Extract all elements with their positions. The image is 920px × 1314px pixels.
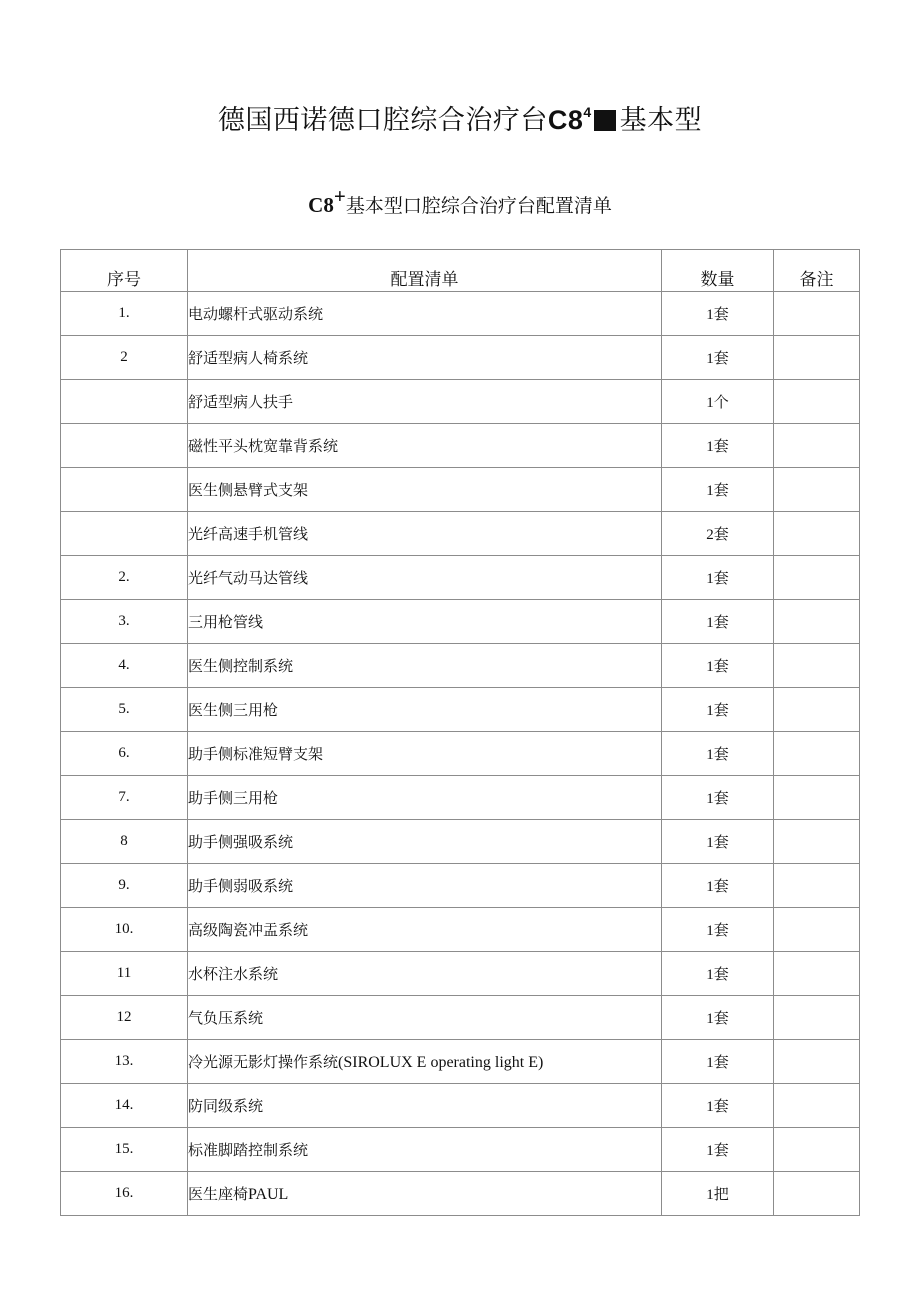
row-item-text: 磁性平头枕宽靠背系统 <box>188 437 339 455</box>
row-item-text: 电动螺杆式驱动系统 <box>188 305 324 323</box>
row-quantity-unit: 套 <box>713 613 729 631</box>
row-number: 11 <box>61 952 188 996</box>
row-quantity-unit: 套 <box>713 569 729 587</box>
row-item <box>188 776 662 820</box>
subtitle-model: C8 <box>308 193 334 217</box>
row-remark <box>774 424 860 468</box>
header-qty: 数量 <box>662 250 774 292</box>
row-quantity-number: 1 <box>706 703 714 719</box>
row-quantity-number: 1 <box>706 1187 714 1203</box>
row-number: 9. <box>61 864 188 908</box>
row-quantity-unit: 套 <box>713 657 729 675</box>
row-number: 3. <box>61 600 188 644</box>
row-item <box>188 732 662 776</box>
row-quantity <box>662 600 774 644</box>
row-remark <box>774 336 860 380</box>
row-item-text: 冷光源无影灯操作系统 <box>188 1053 339 1071</box>
row-quantity-unit: 套 <box>713 965 729 983</box>
row-remark <box>774 688 860 732</box>
table-row <box>61 424 860 468</box>
row-quantity-number: 1 <box>706 1143 714 1159</box>
row-quantity-unit: 套 <box>713 921 729 939</box>
row-item <box>188 996 662 1040</box>
row-quantity-unit: 把 <box>713 1185 729 1203</box>
row-quantity-unit: 套 <box>713 701 729 719</box>
row-quantity <box>662 512 774 556</box>
table-header-row <box>61 250 860 292</box>
row-remark <box>774 1128 860 1172</box>
subtitle-model-sup: + <box>333 184 346 208</box>
row-item-text: 助手侧三用枪 <box>188 789 279 807</box>
row-number: 14. <box>61 1084 188 1128</box>
title-model-sup: 4 <box>583 104 592 120</box>
row-quantity-unit: 套 <box>713 833 729 851</box>
row-item-text: 三用枪管线 <box>188 613 264 631</box>
header-no: 序号 <box>61 250 188 292</box>
row-quantity <box>662 952 774 996</box>
row-quantity-unit: 套 <box>713 1097 729 1115</box>
row-quantity <box>662 820 774 864</box>
row-quantity <box>662 1084 774 1128</box>
row-quantity <box>662 380 774 424</box>
row-item <box>188 336 662 380</box>
table-row <box>61 776 860 820</box>
row-quantity-number: 1 <box>706 1099 714 1115</box>
table-row <box>61 820 860 864</box>
row-quantity-number: 1 <box>706 483 714 499</box>
row-remark <box>774 556 860 600</box>
table-row <box>61 556 860 600</box>
document-title <box>0 98 920 137</box>
row-quantity-unit: 套 <box>713 305 729 323</box>
row-item <box>188 292 662 336</box>
row-quantity-unit: 套 <box>713 349 729 367</box>
table-body <box>61 292 860 1216</box>
row-quantity-unit: 套 <box>713 877 729 895</box>
row-quantity-unit: 套 <box>713 525 729 543</box>
table-row <box>61 1040 860 1084</box>
row-quantity-unit: 套 <box>713 481 729 499</box>
row-item-latin: (SIROLUX E operating light E) <box>338 1054 544 1071</box>
row-quantity-unit: 套 <box>713 1009 729 1027</box>
row-quantity-number: 1 <box>706 1055 714 1071</box>
row-number <box>61 468 188 512</box>
row-number: 2 <box>61 336 188 380</box>
row-quantity-number: 1 <box>706 967 714 983</box>
row-item-text: 防同级系统 <box>188 1097 264 1115</box>
row-quantity <box>662 556 774 600</box>
row-item <box>188 600 662 644</box>
table-row <box>61 1084 860 1128</box>
row-number: 16. <box>61 1172 188 1216</box>
row-quantity <box>662 1172 774 1216</box>
row-item-text: 助手侧标准短臂支架 <box>188 745 324 763</box>
row-quantity <box>662 424 774 468</box>
row-item-text: 气负压系统 <box>188 1009 264 1027</box>
row-item <box>188 1040 662 1084</box>
row-remark <box>774 644 860 688</box>
row-quantity-number: 1 <box>706 791 714 807</box>
row-quantity-number: 1 <box>706 615 714 631</box>
row-item-text: 医生侧悬臂式支架 <box>188 481 309 499</box>
row-remark <box>774 512 860 556</box>
row-number: 5. <box>61 688 188 732</box>
table-row <box>61 336 860 380</box>
row-remark <box>774 1172 860 1216</box>
table-row <box>61 468 860 512</box>
row-item-text: 光纤气动马达管线 <box>188 569 309 587</box>
row-quantity <box>662 1128 774 1172</box>
row-remark <box>774 1084 860 1128</box>
row-item <box>188 688 662 732</box>
row-quantity-number: 1 <box>706 1011 714 1027</box>
table-row <box>61 512 860 556</box>
row-remark <box>774 996 860 1040</box>
table-row <box>61 1172 860 1216</box>
black-square-glyph <box>594 110 616 131</box>
row-number: 8 <box>61 820 188 864</box>
row-item <box>188 644 662 688</box>
row-quantity-number: 1 <box>706 923 714 939</box>
row-quantity-number: 1 <box>706 879 714 895</box>
title-suffix: 基本型 <box>619 105 703 136</box>
row-item-text: 舒适型病人椅系统 <box>188 349 309 367</box>
row-quantity <box>662 336 774 380</box>
row-quantity <box>662 688 774 732</box>
row-remark <box>774 600 860 644</box>
row-item-text: 医生座椅 <box>188 1185 249 1203</box>
row-quantity-unit: 套 <box>713 745 729 763</box>
row-number <box>61 512 188 556</box>
header-remark: 备注 <box>774 250 860 292</box>
row-quantity <box>662 1040 774 1084</box>
row-item-text: 光纤高速手机管线 <box>188 525 309 543</box>
row-quantity-unit: 个 <box>713 393 729 411</box>
row-number: 4. <box>61 644 188 688</box>
row-remark <box>774 468 860 512</box>
row-item-text: 水杯注水系统 <box>188 965 279 983</box>
row-remark <box>774 908 860 952</box>
row-number: 2. <box>61 556 188 600</box>
row-item-text: 医生侧控制系统 <box>188 657 294 675</box>
row-quantity-unit: 套 <box>713 1141 729 1159</box>
row-quantity-unit: 套 <box>713 437 729 455</box>
row-quantity-number: 1 <box>706 395 714 411</box>
row-item <box>188 864 662 908</box>
table-row <box>61 996 860 1040</box>
row-quantity-number: 1 <box>706 351 714 367</box>
row-quantity <box>662 292 774 336</box>
row-quantity-number: 1 <box>706 571 714 587</box>
row-item-text: 舒适型病人扶手 <box>188 393 294 411</box>
row-remark <box>774 380 860 424</box>
table-row <box>61 600 860 644</box>
title-prefix: 德国西诺德口腔综合治疗台 <box>217 105 548 136</box>
row-number <box>61 380 188 424</box>
row-number: 1. <box>61 292 188 336</box>
row-quantity-number: 1 <box>706 747 714 763</box>
row-quantity-number: 2 <box>706 527 714 543</box>
row-number: 15. <box>61 1128 188 1172</box>
row-remark <box>774 732 860 776</box>
row-quantity-number: 1 <box>706 439 714 455</box>
header-item: 配置清单 <box>188 250 662 292</box>
row-item-text: 助手侧强吸系统 <box>188 833 294 851</box>
row-remark <box>774 776 860 820</box>
row-number: 13. <box>61 1040 188 1084</box>
row-item <box>188 1128 662 1172</box>
row-item <box>188 380 662 424</box>
row-quantity-unit: 套 <box>713 1053 729 1071</box>
configuration-table <box>60 249 860 1216</box>
row-item-text: 标准脚踏控制系统 <box>188 1141 309 1159</box>
row-remark <box>774 1040 860 1084</box>
document-subtitle <box>0 184 920 218</box>
row-quantity-number: 1 <box>706 835 714 851</box>
row-quantity <box>662 468 774 512</box>
row-item <box>188 952 662 996</box>
row-item <box>188 820 662 864</box>
row-item <box>188 512 662 556</box>
row-quantity <box>662 908 774 952</box>
row-number: 12 <box>61 996 188 1040</box>
row-number: 10. <box>61 908 188 952</box>
row-item-text: 高级陶瓷冲盂系统 <box>188 921 309 939</box>
row-quantity-number: 1 <box>706 307 714 323</box>
row-item <box>188 1084 662 1128</box>
row-quantity <box>662 644 774 688</box>
row-quantity-number: 1 <box>706 659 714 675</box>
row-number <box>61 424 188 468</box>
row-remark <box>774 820 860 864</box>
row-quantity <box>662 776 774 820</box>
row-quantity <box>662 732 774 776</box>
row-item <box>188 468 662 512</box>
title-model: C8 <box>547 105 584 135</box>
row-remark <box>774 292 860 336</box>
row-item <box>188 424 662 468</box>
table-row <box>61 952 860 996</box>
row-remark <box>774 952 860 996</box>
row-item <box>188 1172 662 1216</box>
table-row <box>61 732 860 776</box>
subtitle-text: 基本型口腔综合治疗台配置清单 <box>345 195 612 217</box>
table-row <box>61 864 860 908</box>
row-remark <box>774 864 860 908</box>
table-row <box>61 380 860 424</box>
table-row <box>61 644 860 688</box>
row-item-latin: PAUL <box>248 1186 289 1203</box>
table-row <box>61 688 860 732</box>
table-row <box>61 1128 860 1172</box>
row-item-text: 助手侧弱吸系统 <box>188 877 294 895</box>
table-row <box>61 908 860 952</box>
row-quantity <box>662 864 774 908</box>
row-quantity-unit: 套 <box>713 789 729 807</box>
row-item <box>188 908 662 952</box>
row-item <box>188 556 662 600</box>
row-quantity <box>662 996 774 1040</box>
row-number: 7. <box>61 776 188 820</box>
row-item-text: 医生侧三用枪 <box>188 701 279 719</box>
row-number: 6. <box>61 732 188 776</box>
table-row <box>61 292 860 336</box>
